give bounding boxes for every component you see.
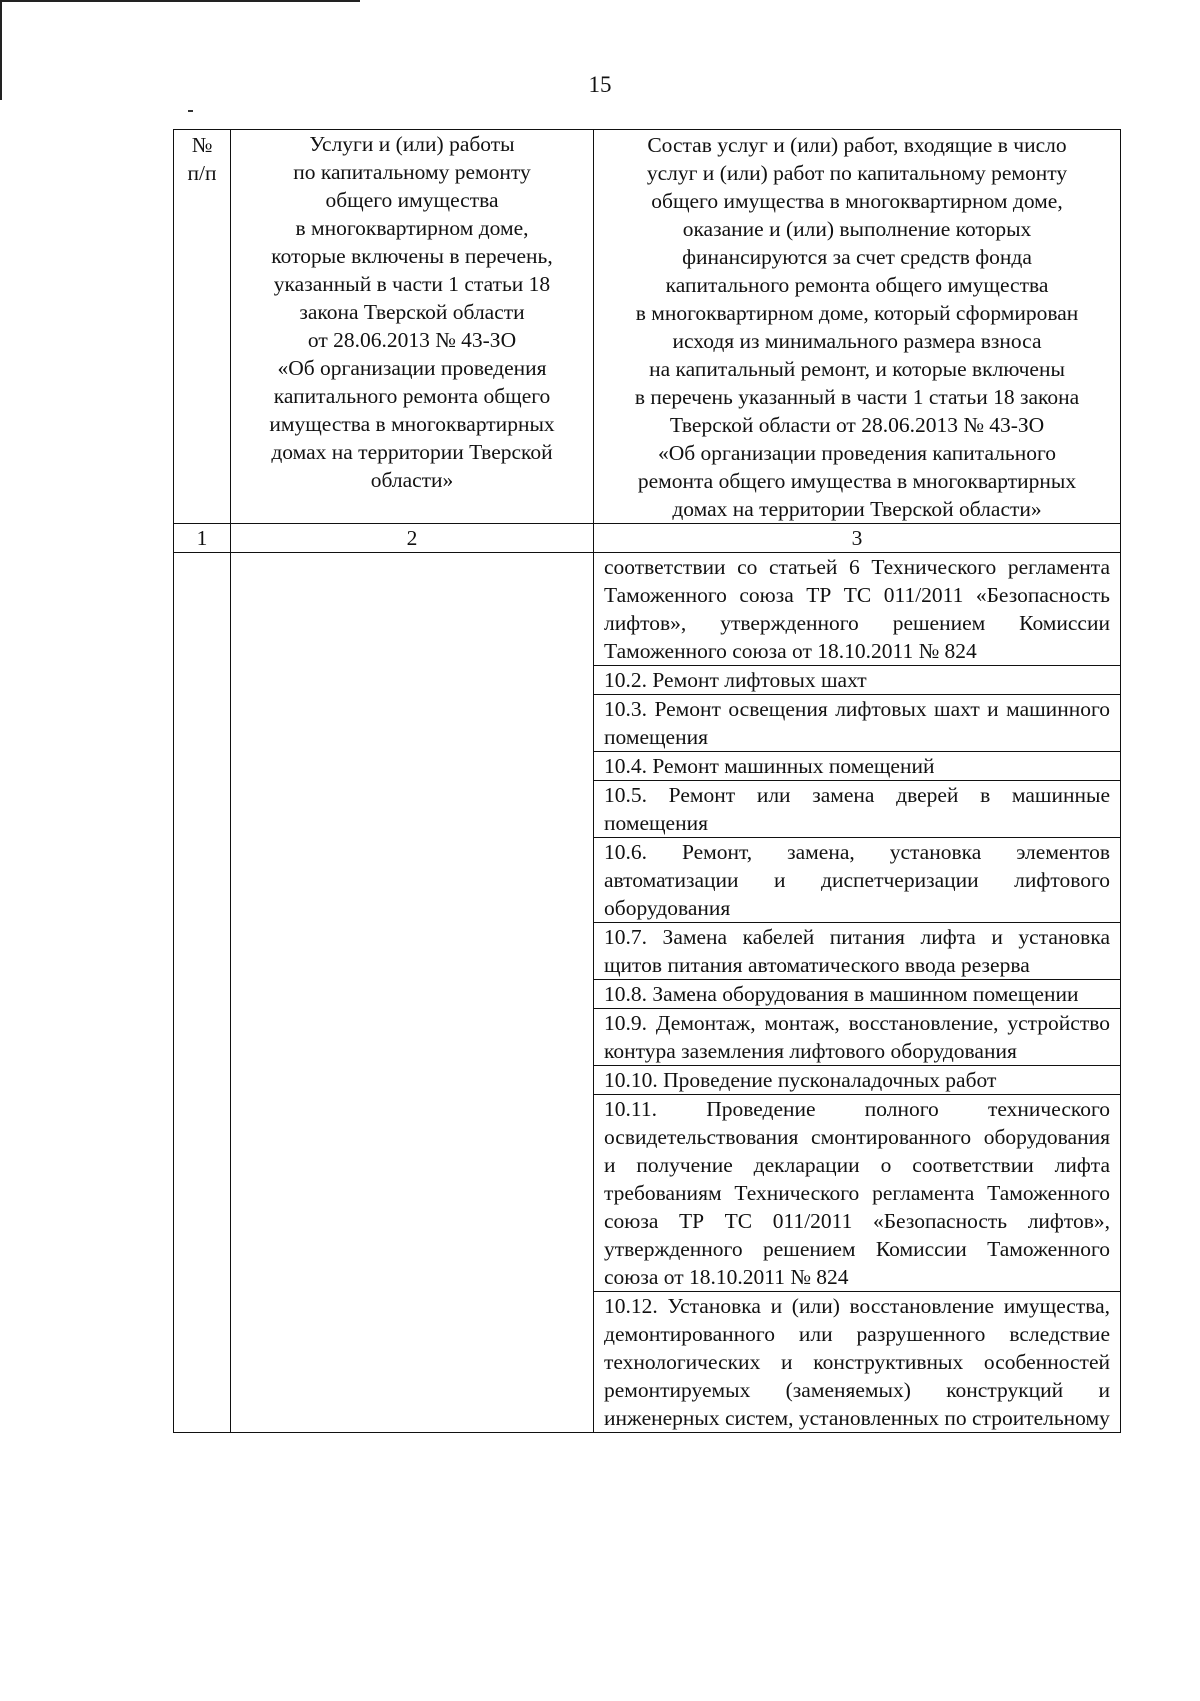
list-item [594,781,1120,838]
header-services-line: по капитальному ремонту [293,160,531,184]
services-table [173,129,1121,1433]
header-composition-line: домах на территории Тверской области» [672,497,1042,521]
body-number-cell [174,553,231,1433]
list-item [594,1009,1120,1066]
list-item-text: 10.4. Ремонт машинных помещений [604,754,935,778]
header-services-line: имущества в многоквартирных [269,412,555,436]
header-composition-line: Тверской области от 28.06.2013 № 43-ЗО [669,413,1045,437]
body-services-cell [231,553,594,1433]
column-number-1: 1 [174,524,231,553]
header-composition-line: Состав услуг и (или) работ, входящие в число [647,133,1067,157]
list-item [594,923,1120,980]
header-composition-line: в многоквартирном доме, который сформирован [635,301,1079,325]
header-composition-line: оказание и (или) выполнение которых [682,217,1032,241]
header-services-line: которые включены в перечень, [271,244,553,268]
list-item-text: 10.2. Ремонт лифтовых шахт [604,668,867,692]
header-composition-line: услуг и (или) работ по капитальному ремонту [646,161,1068,185]
list-item [594,838,1120,923]
header-composition-line: в перечень указанный в части 1 статьи 18 закона [634,385,1080,409]
header-services-cell [231,130,594,524]
list-item [594,1066,1120,1095]
header-composition-line: ремонта общего имущества в многоквартирных [637,469,1077,493]
list-item [594,695,1120,752]
list-item-text: 10.9. Демонтаж, монтаж, восстановление, устройство контура заземления лифтового оборудования [604,1011,1110,1063]
list-item-text: 10.7. Замена кабелей питания лифта и установка щитов питания автоматического ввода резерва [604,925,1110,977]
scan-tick-mark [188,110,193,112]
header-services-line: капитального ремонта общего [273,384,551,408]
table-header-row [174,130,1121,524]
body-composition-cell [594,553,1121,1433]
list-item-text: 10.8. Замена оборудования в машинном помещении [604,982,1079,1006]
list-item-text: соответствии со статьей 6 Технического регламента Таможенного союза ТР ТС 011/2011 «Безопасность лифтов», утвержденного решением Комиссии Таможенного союза от 18.10.2011 № 824 [604,555,1110,663]
header-services-line: области» [370,468,454,492]
header-composition-line: «Об организации проведения капитального [657,441,1057,465]
list-item-text: 10.11. Проведение полного технического освидетельствования смонтированного оборудования и получение декларации о соответствии лифта требованиям Технического регламента Таможенного союза ТР ТС 011/2011 «Безопасность лифтов», утвержденного решением Комиссии Таможенного союза от 18.10.2011 № 824 [604,1097,1110,1289]
table-body-row [174,553,1121,1433]
list-item-text: 10.10. Проведение пусконаладочных работ [604,1068,997,1092]
header-number-label: № п/п [187,133,217,185]
header-composition-line: капитального ремонта общего имущества [665,273,1049,297]
header-composition-line: финансируются за счет средств фонда [682,245,1032,269]
list-item-text: 10.3. Ремонт освещения лифтовых шахт и машинного помещения [604,697,1110,749]
header-services-line: «Об организации проведения [277,356,547,380]
list-item [594,553,1120,666]
header-services-line: домах на территории Тверской [271,440,553,464]
header-services-line: закона Тверской области [299,300,525,324]
list-item-text: 10.5. Ремонт или замена дверей в машинные помещения [604,783,1110,835]
header-services-line: общего имущества [325,188,499,212]
list-item [594,1292,1120,1432]
header-composition-line: на капитальный ремонт, и которые включены [649,357,1065,381]
list-item [594,666,1120,695]
header-number-cell [174,130,231,524]
scan-border-top [0,0,360,2]
list-item-text: 10.6. Ремонт, замена, установка элементов автоматизации и диспетчеризации лифтового оборудования [604,840,1110,920]
header-services-line: Услуги и (или) работы [309,132,515,156]
header-composition-line: общего имущества в многоквартирном доме, [651,189,1063,213]
header-services-line: указанный в части 1 статьи 18 [273,272,551,296]
header-composition-cell [594,130,1121,524]
list-item [594,752,1120,781]
header-composition-line: исходя из минимального размера взноса [672,329,1042,353]
column-number-2: 2 [231,524,594,553]
header-services-line: в многоквартирном доме, [295,216,529,240]
list-item-text: 10.12. Установка и (или) восстановление имущества, демонтированного или разрушенного вследствие технологических и конструктивных особенностей ремонтируемых (заменяемых) конструкций и инженерных систем, установленных по строительному [604,1294,1110,1430]
column-number-3: 3 [594,524,1121,553]
list-item [594,980,1120,1009]
header-services-line: от 28.06.2013 № 43-ЗО [307,328,517,352]
column-numbers-row [174,524,1121,553]
page-number: 15 [588,72,612,97]
list-item [594,1095,1120,1292]
